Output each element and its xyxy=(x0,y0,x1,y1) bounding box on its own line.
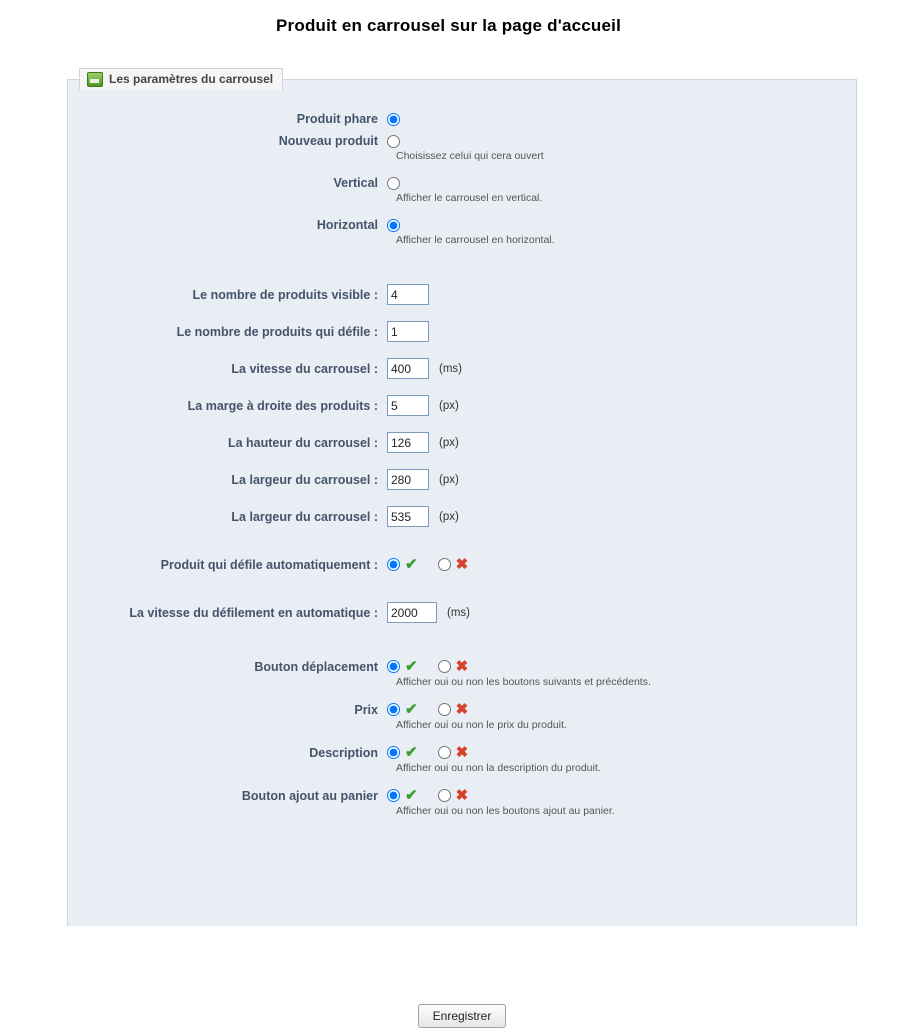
radio-description-yes[interactable] xyxy=(387,746,400,759)
check-icon: ✔ xyxy=(405,658,418,675)
hint-vertical: Afficher le carrousel en vertical. xyxy=(396,192,543,204)
row-carousel-width xyxy=(67,469,857,490)
unit-carousel-speed: (ms) xyxy=(439,362,462,375)
cross-icon: ✖ xyxy=(455,787,469,804)
label-carousel-height: La hauteur du carrousel : xyxy=(227,435,378,450)
row-auto-speed xyxy=(67,602,857,623)
label-new-product: Nouveau produit xyxy=(278,134,378,148)
check-icon: ✔ xyxy=(405,701,418,718)
label-scroll-products: Le nombre de produits qui défile : xyxy=(176,324,378,339)
radio-auto-scroll-yes[interactable] xyxy=(387,558,400,571)
submit-row xyxy=(67,1004,857,1028)
hint-horizontal: Afficher le carrousel en horizontal. xyxy=(396,234,555,246)
label-product-margin: La marge à droite des produits : xyxy=(187,398,378,413)
radio-add-to-cart-yes[interactable] xyxy=(387,789,400,802)
radio-move-buttons-yes[interactable] xyxy=(387,660,400,673)
hint-price: Afficher oui ou non le prix du produit. xyxy=(396,719,567,731)
row-horizontal xyxy=(67,218,857,232)
radio-move-buttons-no[interactable] xyxy=(438,660,451,673)
image-icon xyxy=(87,72,103,87)
row-price xyxy=(67,702,857,717)
input-scroll-products[interactable] xyxy=(387,321,429,342)
radio-auto-scroll-no[interactable] xyxy=(438,558,451,571)
check-icon: ✔ xyxy=(405,744,418,761)
page-title: Produit en carrousel sur la page d'accueil xyxy=(276,16,621,35)
label-visible-products: Le nombre de produits visible : xyxy=(192,287,378,302)
input-carousel-speed[interactable] xyxy=(387,358,429,379)
unit-carousel-height: (px) xyxy=(439,436,459,449)
input-auto-speed[interactable] xyxy=(387,602,437,623)
save-button[interactable]: Enregistrer xyxy=(418,1004,507,1028)
hint-description: Afficher oui ou non la description du produit. xyxy=(396,762,601,774)
label-add-to-cart: Bouton ajout au panier xyxy=(241,788,378,803)
row-product-margin xyxy=(67,395,857,416)
row-scroll-products xyxy=(67,321,857,342)
label-auto-scroll: Produit qui défile automatiquement : xyxy=(160,557,378,572)
radio-add-to-cart-no[interactable] xyxy=(438,789,451,802)
row-visible-products xyxy=(67,284,857,305)
label-horizontal: Horizontal xyxy=(316,218,378,232)
row-vertical xyxy=(67,176,857,190)
check-icon: ✔ xyxy=(405,556,418,573)
radio-price-no[interactable] xyxy=(438,703,451,716)
row-carousel-height xyxy=(67,432,857,453)
label-carousel-width-2: La largeur du carrousel : xyxy=(231,509,378,524)
input-product-margin[interactable] xyxy=(387,395,429,416)
row-carousel-speed xyxy=(67,358,857,379)
radio-featured-product[interactable] xyxy=(387,113,400,126)
label-auto-speed: La vitesse du défilement en automatique : xyxy=(129,605,378,620)
legend-label: Les paramètres du carrousel xyxy=(109,72,274,86)
label-description: Description xyxy=(309,745,378,760)
row-carousel-width-2 xyxy=(67,506,857,527)
unit-carousel-width: (px) xyxy=(439,473,459,486)
carousel-settings-legend xyxy=(79,68,283,91)
input-carousel-width[interactable] xyxy=(387,469,429,490)
cross-icon: ✖ xyxy=(455,744,469,761)
input-carousel-height[interactable] xyxy=(387,432,429,453)
row-new-product xyxy=(67,134,857,148)
input-visible-products[interactable] xyxy=(387,284,429,305)
unit-carousel-width-2: (px) xyxy=(439,510,459,523)
hint-move-buttons: Afficher oui ou non les boutons suivants et précédents. xyxy=(396,676,651,688)
cross-icon: ✖ xyxy=(455,658,469,675)
cross-icon: ✖ xyxy=(455,556,469,573)
check-icon: ✔ xyxy=(405,787,418,804)
radio-new-product[interactable] xyxy=(387,135,400,148)
radio-description-no[interactable] xyxy=(438,746,451,759)
row-description xyxy=(67,745,857,760)
label-carousel-width: La largeur du carrousel : xyxy=(231,472,378,487)
hint-new-product: Choisissez celui qui cera ouvert xyxy=(396,150,544,162)
row-move-buttons xyxy=(67,659,857,674)
label-move-buttons: Bouton déplacement xyxy=(254,659,378,674)
radio-horizontal[interactable] xyxy=(387,219,400,232)
input-carousel-width-2[interactable] xyxy=(387,506,429,527)
unit-product-margin: (px) xyxy=(439,399,459,412)
label-featured-product: Produit phare xyxy=(296,112,378,126)
cross-icon: ✖ xyxy=(455,701,469,718)
unit-auto-speed: (ms) xyxy=(447,606,470,619)
hint-add-to-cart: Afficher oui ou non les boutons ajout au panier. xyxy=(396,805,615,817)
label-vertical: Vertical xyxy=(333,176,378,190)
carousel-settings-form xyxy=(67,92,857,1023)
radio-vertical[interactable] xyxy=(387,177,400,190)
radio-price-yes[interactable] xyxy=(387,703,400,716)
label-carousel-speed: La vitesse du carrousel : xyxy=(231,361,378,376)
row-add-to-cart xyxy=(67,788,857,803)
row-featured-product xyxy=(67,112,857,126)
label-price: Prix xyxy=(354,702,378,717)
row-auto-scroll xyxy=(67,557,857,572)
